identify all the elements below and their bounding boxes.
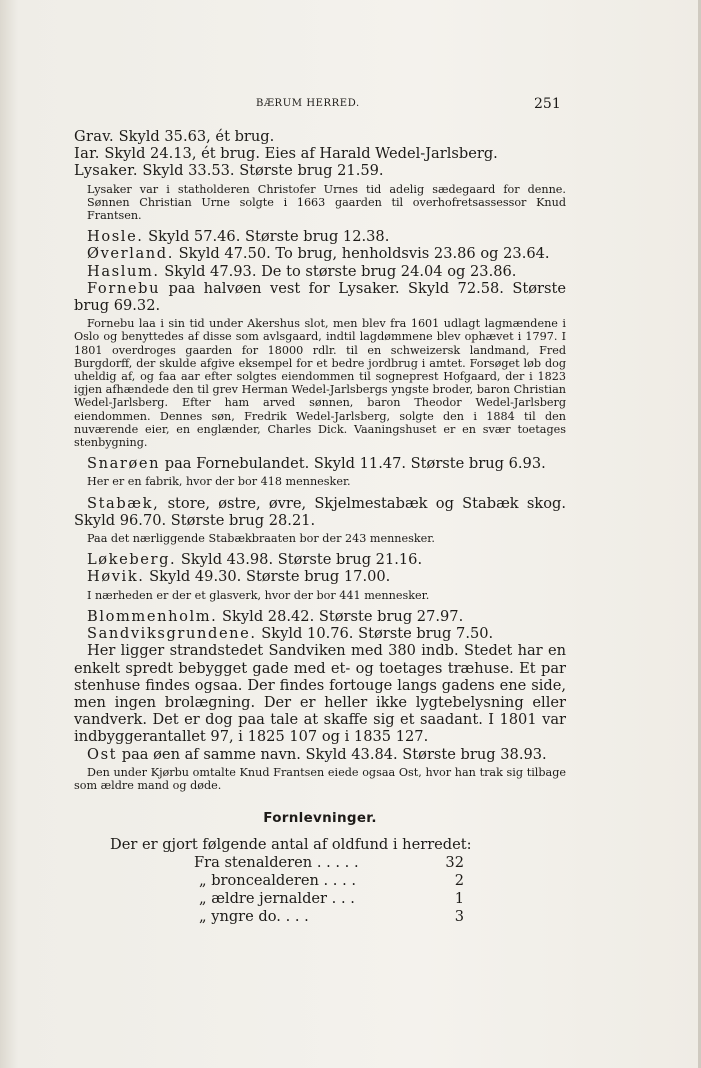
entry-snaroen — [74, 455, 566, 472]
finds-label: „ ældre jernalder . . . — [199, 890, 355, 908]
entry-text: Skyld 24.13, ét brug. Eies af Harald Wedel-Jarlsberg. — [99, 145, 498, 163]
entry-text: store, østre, øvre, Skjelmestabæk og Stabæk skog. Skyld 96.70. Største brug 28.21. — [74, 494, 566, 529]
entry-text: Skyld 49.30. Største brug 17.00. — [144, 568, 391, 586]
entry-sandviksgrundene — [74, 625, 566, 642]
finds-count: 1 — [454, 890, 464, 908]
entry-overland — [74, 245, 566, 262]
place-name: Blommenholm. — [87, 607, 218, 625]
finds-row — [194, 854, 464, 872]
finds-label: Fra stenalderen . . . . . — [194, 854, 359, 872]
entry-iar — [74, 145, 566, 162]
entry-text: Skyld 57.46. Største brug 12.38. — [143, 228, 390, 246]
note-stabaek: Paa det nærliggende Stabækbraaten bor der 243 mennesker. — [87, 532, 435, 546]
entry-text: Skyld 47.93. De to største brug 24.04 og 23.86. — [159, 262, 517, 280]
place-name: Hosle. — [87, 228, 144, 246]
finds-intro: Der er gjort følgende antal af oldfund i herredet: — [110, 836, 472, 854]
page-header — [0, 96, 701, 116]
entry-text: Skyld 28.42. Største brug 27.97. — [217, 607, 464, 625]
entry-hosle — [74, 228, 566, 245]
finds-row — [194, 908, 464, 926]
place-name: Ost — [87, 745, 118, 763]
entry-text: Skyld 35.63, ét brug. — [114, 128, 275, 145]
finds-count: 32 — [445, 854, 464, 872]
entry-text: paa halvøen vest for Lysaker. Skyld 72.58. Største brug 69.32. — [74, 279, 566, 315]
finds-label: „ broncealderen . . . . — [199, 872, 356, 890]
finds-row — [194, 890, 464, 908]
finds-label: „ yngre do. . . . — [199, 908, 309, 926]
entry-grav — [74, 128, 566, 145]
note-fornebu: Fornebu laa i sin tid under Akershus slot, men blev fra 1601 udlagt lagmændene i Oslo og benyttedes af disse som avlsgaard, indtil lagdømmene blev ophævet i 1797. I 1801 overdroges gaarden for 18000 rdlr. til en schweizersk landmand, Fred Burgdorff, der skulde afgive eksempel for et bedre jordbrug i amtet. Forsøget løb dog uheldig af, og faa aar efter solgtes eiendommen til sogneprest Hofgaard, der i 1823 igjen afhændede den til grev Herman Wedel-Jarlsbergs yngste broder, baron Christian Wedel-Jarlsberg. Efter ham arved sønnen, baron Theodor Wedel-Jarlsberg eiendommen. Dennes søn, Fredrik Wedel-Jarlsberg, solgte den i 1884 til den nuværende eier, en englænder, Charles Dick. Vaaningshuset er en svær toetages stenbygning. — [74, 317, 566, 450]
finds-list — [194, 854, 566, 926]
place-name: Grav. — [74, 128, 114, 145]
place-name: Iar. — [74, 145, 100, 163]
place-name: Stabæk, — [87, 494, 160, 512]
page-number: 251 — [534, 96, 561, 112]
finds-table — [194, 854, 464, 926]
finds-count: 3 — [454, 908, 464, 926]
place-name: Fornebu — [87, 279, 161, 297]
finds-row — [194, 872, 464, 890]
body-text — [74, 128, 566, 926]
entry-stabaek — [74, 495, 566, 529]
entry-text: Skyld 43.98. Største brug 21.16. — [176, 551, 423, 569]
entry-ost — [74, 746, 566, 763]
entry-text: Skyld 10.76. Største brug 7.50. — [256, 625, 494, 643]
entry-text: Skyld 47.50. To brug, henholdsvis 23.86 og 23.64. — [173, 245, 550, 263]
finds-count: 2 — [454, 872, 464, 890]
entry-haslum — [74, 263, 566, 280]
note-hovik: I nærheden er der et glasverk, hvor der bor 441 mennesker. — [87, 588, 430, 602]
entry-text: paa øen af samme navn. Skyld 43.84. Største brug 38.93. — [117, 745, 547, 763]
place-name: Haslum. — [87, 262, 160, 280]
place-name: Øverland. — [87, 245, 174, 263]
place-name: Sandviksgrundene. — [87, 625, 257, 643]
section-title-fornlevninger: Fornlevninger. — [263, 810, 377, 827]
note-snaroen: Her er en fabrik, hvor der bor 418 mennesker. — [87, 475, 351, 489]
place-name: Snarøen — [87, 455, 161, 473]
entry-lokeberg — [74, 551, 566, 568]
entry-blommenholm — [74, 608, 566, 625]
paragraph-sandviken: Her ligger strandstedet Sandviken med 380 indb. Stedet har en enkelt spredt bebygget gade med et- og toetages træhuse. Et par stenhuse findes ogsaa. Der findes fortouge langs gadens ene side, men ingen brolægning. Der er heller ikke lygtebelysning eller vandverk. Det er dog paa tale at skaffe sig et saadant. I 1801 var indbyggerantallet 97, i 1825 107 og i 1835 127. — [74, 642, 566, 746]
place-name: Løkeberg. — [87, 551, 177, 569]
place-name: Høvik. — [87, 568, 145, 586]
entry-hovik — [74, 568, 566, 585]
entry-lysaker — [74, 162, 566, 179]
entry-text: Skyld 33.53. Største brug 21.59. — [137, 162, 384, 180]
entry-fornebu — [74, 280, 566, 314]
note-ost: Den under Kjørbu omtalte Knud Frantsen eiede ogsaa Ost, hvor han trak sig tilbage som ældre mand og døde. — [74, 765, 566, 792]
place-name: Lysaker. — [74, 162, 138, 180]
entry-text: paa Fornebulandet. Skyld 11.47. Største brug 6.93. — [160, 455, 546, 473]
running-head: BÆRUM HERRED. — [256, 98, 360, 109]
note-lysaker: Lysaker var i statholderen Christofer Urnes tid adelig sædegaard for denne. Sønnen Christian Urne solgte i 1663 gaarden til overhofretsassessor Knud Frantsen. — [87, 182, 566, 223]
